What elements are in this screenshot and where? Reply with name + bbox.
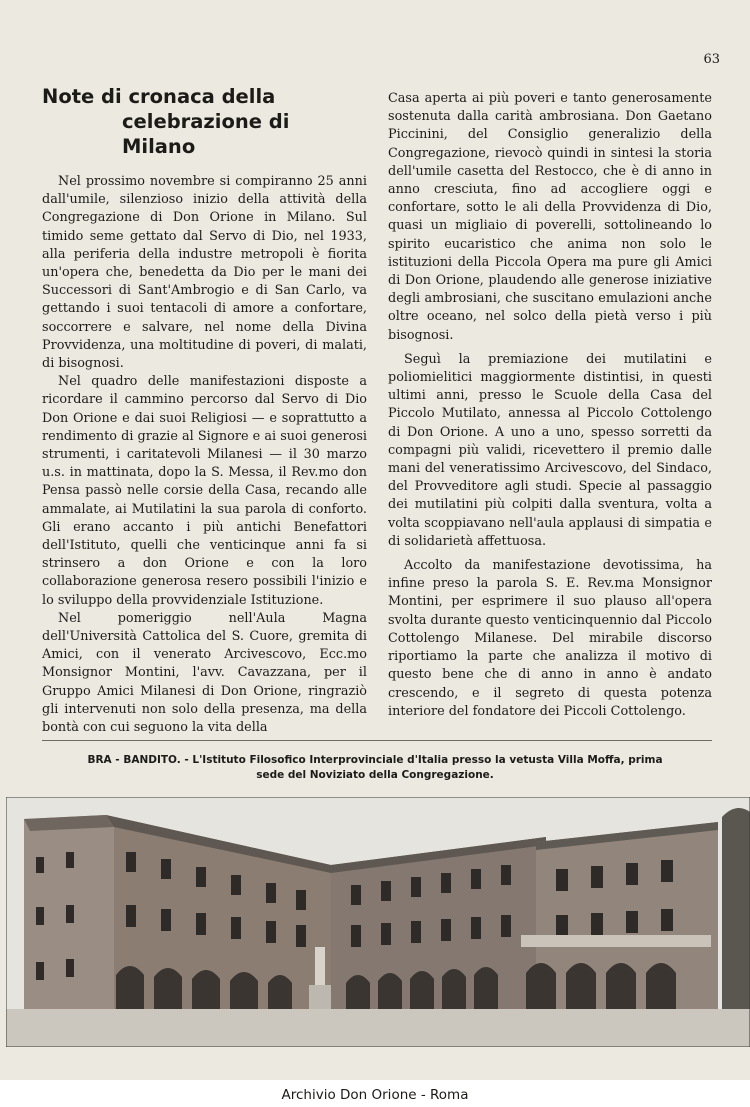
photo-caption-line-2: sede del Noviziato della Congregazione. (256, 769, 494, 781)
paragraph: Nel quadro delle manifestazioni disposte a ricordare il cammino percorso dal Servo di Dio Don Orione e dai suoi Religiosi — e soprattutto a rendimento di grazie al Signore e ai suoi generosi strumenti, i caritatevoli Milanesi — il 30 marzo u.s. in mattinata, dopo la S. Messa, il Rev.mo don Pensa passò nelle corsie della Casa, recando alle ammalate, ai Mutilatini la sua parola di conforto. Gli erano accanto i più antichi Benefattori dell'Istituto, quelli che venticinque anni fa si strinsero a don Orione e con la loro collaborazione generosa resero possibili l'inizio e lo sviluppo della provvidenziale Istituzione. (42, 374, 367, 608)
article-column-left (42, 84, 367, 737)
arch (268, 975, 292, 1012)
window (231, 875, 241, 895)
window (441, 873, 451, 893)
arch (566, 963, 596, 1012)
arch (410, 971, 434, 1012)
window (501, 865, 511, 885)
window (501, 915, 511, 937)
window (556, 869, 568, 891)
window (161, 859, 171, 879)
arch (474, 967, 498, 1012)
window (381, 923, 391, 945)
window (411, 877, 421, 897)
paragraph: Nel pomeriggio nell'Aula Magna dell'Università Cattolica del S. Cuore, gremita di Amici, con il venerato Arcivescovo, Ecc.mo Monsignor Montini, l'avv. Cavazzana, per il Gruppo Amici Milanesi di Don Orione, ringraziò gli intervenuti non solo della presenza, ma della bontà con cui seguono la vita della (42, 610, 367, 736)
window (296, 890, 306, 910)
window (626, 863, 638, 885)
arch (192, 970, 220, 1012)
arch (442, 969, 466, 1012)
arch (606, 963, 636, 1012)
archive-label: Archivio Don Orione - Roma (281, 1087, 469, 1103)
photo-caption-line-1: BRA - BANDITO. - L'Istituto Filosofico Interprovinciale d'Italia presso la vetusta Villa Moffa, prima (87, 754, 663, 766)
window (556, 915, 568, 937)
window (126, 852, 136, 872)
window (351, 925, 361, 947)
window (231, 917, 241, 939)
article-title-line-1: Note di cronaca della (42, 85, 276, 108)
window (266, 883, 276, 903)
window (441, 919, 451, 941)
window (36, 962, 44, 980)
building-photo (6, 797, 750, 1047)
arch (116, 966, 144, 1012)
window (66, 905, 74, 923)
window (66, 852, 74, 868)
window (36, 857, 44, 873)
window (626, 911, 638, 933)
paragraph: Casa aperta ai più poveri e tanto generosamente sostenuta dalla carità ambrosiana. Don Gaetano Piccinini, del Consiglio generalizio della Congregazione, rievocò quindi in sintesi la storia dell'umile casetta del Restocco, che è di anno in anno cresciuta, fino ad accogliere oggi e confortare, sotto le ali della Provvidenza di Dio, quasi un migliaio di poverelli, sottolineando lo spirito eucaristico che anima non solo le istituzioni della Piccola Opera ma pure gli Amici di Don Orione, plaudendo alle generose iniziative degli ambrosiani, che suscitano emulazioni anche oltre oceano, nel solco della pietà verso i più bisognosi. (388, 91, 712, 343)
arch (526, 963, 556, 1012)
arch (378, 973, 402, 1012)
window (196, 867, 206, 887)
window (351, 885, 361, 905)
arch (154, 968, 182, 1012)
window (591, 913, 603, 935)
window (661, 860, 673, 882)
statue-pedestal (309, 985, 331, 1012)
paragraph: Accolto da manifestazione devotissima, ha infine preso la parola S. E. Rev.ma Monsignor Montini, per esprimere il suo plauso all'opera svolta durante questo venticinquennio dal Piccolo Cottolengo Milanese. Del mirabile discorso riportiamo la parte che analizza il motivo di questo bene che di anno in anno è andato crescendo, e il segreto di questa potenza interiore del fondatore dei Piccoli Cottolengo. (388, 558, 712, 719)
window (381, 881, 391, 901)
article-title (42, 84, 367, 159)
ground (6, 1009, 750, 1047)
page-number: 63 (703, 52, 720, 67)
window (591, 866, 603, 888)
window (661, 909, 673, 931)
article-column-right (388, 90, 712, 721)
paragraph: Seguì la premiazione dei mutilatini e poliomielitici maggiormente distintisi, in questi ultimi anni, presso le Scuole della Casa del Piccolo Mutilato, annessa al Piccolo Cottolengo di Don Orione. A uno a uno, spesso sorretti da compagni più validi, ricevettero il premio dalle mani del veneratissimo Arcivescovo, del Sindaco, del Provveditore agli studi. Specie al passaggio dei mutilatini più colpiti dalla sventura, volta a volta scoppiavano nell'aula applausi di simpatia e di solidarietà affettuosa. (388, 351, 712, 549)
window (471, 869, 481, 889)
window (36, 907, 44, 925)
arch (230, 972, 258, 1012)
window (296, 925, 306, 947)
section-divider (42, 740, 712, 741)
window (161, 909, 171, 931)
arch (646, 963, 676, 1012)
window (411, 921, 421, 943)
window (266, 921, 276, 943)
paragraph: Nel prossimo novembre si compiranno 25 anni dall'umile, silenzioso inizio della attività della Congregazione di Don Orione in Milano. Sul timido seme gettato dal Servo di Dio, nel 1933, alla periferia della industre metropoli è fiorita un'opera che, benedetta da Dio per le mani dei Successori di Sant'Ambrogio e di San Carlo, va gettando i suoi tentacoli di amore a confortare, soccorrere e salvare, nel nome della Divina Provvidenza, una moltitudine di poveri, di malati, di bisognosi. (42, 174, 367, 372)
statue (315, 947, 325, 987)
window (66, 959, 74, 977)
article-title-line-2: celebrazione di Milano (122, 110, 290, 158)
window (471, 917, 481, 939)
balcony (521, 935, 711, 947)
photo-caption (60, 753, 690, 783)
arch (346, 975, 370, 1012)
window (196, 913, 206, 935)
window (126, 905, 136, 927)
